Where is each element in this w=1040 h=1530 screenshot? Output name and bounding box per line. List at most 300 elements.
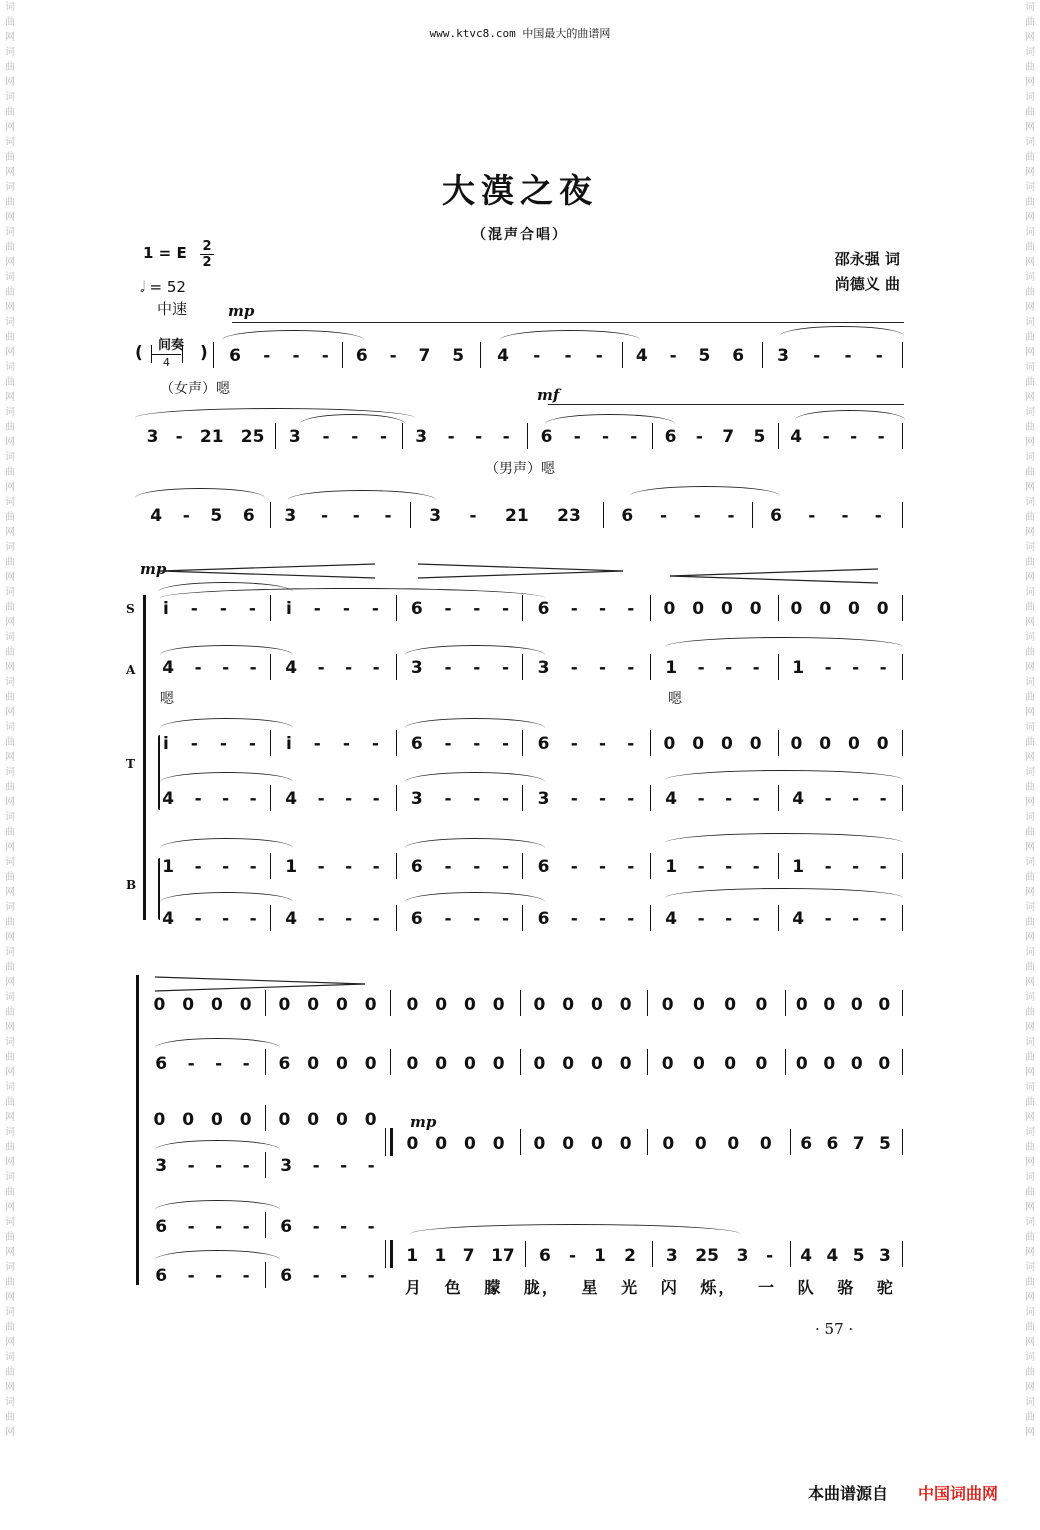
hum-label-1: 嗯 xyxy=(160,691,174,707)
measure xyxy=(145,1154,260,1178)
interlude-paren-open: ( xyxy=(135,343,143,363)
note: 6 xyxy=(539,1246,551,1266)
note: 0 xyxy=(759,1134,772,1154)
lyric-char: 驼 xyxy=(876,1278,895,1297)
measure xyxy=(527,855,645,879)
note: - xyxy=(813,346,821,366)
note: 3 xyxy=(665,1246,678,1266)
measure xyxy=(793,1244,898,1268)
note: 1 xyxy=(285,857,298,877)
note: - xyxy=(371,734,379,754)
measure xyxy=(788,993,898,1017)
measure xyxy=(527,597,645,621)
note: 6 xyxy=(540,427,553,447)
measure xyxy=(145,1264,260,1288)
note: - xyxy=(725,857,733,877)
note: 4 xyxy=(497,346,509,366)
measure xyxy=(140,504,265,528)
note: 3 xyxy=(410,658,423,678)
note: 0 xyxy=(153,995,166,1015)
note: - xyxy=(669,346,677,366)
note: - xyxy=(533,346,541,366)
note: - xyxy=(317,789,325,809)
measure xyxy=(275,907,390,931)
note: 0 xyxy=(492,1054,505,1074)
note: - xyxy=(322,427,330,447)
male-voice-label: （男声）嗯 xyxy=(485,461,555,477)
note: - xyxy=(444,909,452,929)
note: 21 xyxy=(199,427,224,447)
note: - xyxy=(242,1266,250,1286)
left-watermark: 词曲网词曲网词曲网词曲网词曲网词曲网词曲网词曲网词曲网词曲网词曲网词曲网词曲网词曲网词曲网词曲网词曲网词曲网词曲网词曲网词曲网词曲网词曲网词曲网词曲网词曲网词曲网词曲网词曲网词曲网词曲网词曲网 xyxy=(5,2,15,1438)
measure xyxy=(655,732,770,756)
note: - xyxy=(317,857,325,877)
note: - xyxy=(752,789,760,809)
footer-site-link[interactable]: 中国词曲网 xyxy=(918,1484,999,1503)
note: - xyxy=(570,658,578,678)
note: 0 xyxy=(335,1110,348,1130)
note: - xyxy=(841,506,849,526)
note: - xyxy=(752,658,760,678)
measure xyxy=(145,1215,260,1239)
note: 0 xyxy=(692,734,705,754)
note: 6 xyxy=(537,734,550,754)
note: - xyxy=(447,427,455,447)
footer-source-label: 本曲谱源自 xyxy=(808,1484,889,1503)
measure xyxy=(525,1132,640,1156)
measure xyxy=(275,787,390,811)
note: 3 xyxy=(410,789,423,809)
note: - xyxy=(627,599,635,619)
note: 0 xyxy=(749,599,762,619)
measure xyxy=(275,597,390,621)
note: - xyxy=(824,857,832,877)
measure xyxy=(530,425,648,449)
note: - xyxy=(345,909,353,929)
measure xyxy=(272,504,404,528)
note: 0 xyxy=(533,1054,546,1074)
measure xyxy=(527,732,645,756)
measure xyxy=(152,656,267,680)
right-watermark: 词曲网词曲网词曲网词曲网词曲网词曲网词曲网词曲网词曲网词曲网词曲网词曲网词曲网词曲网词曲网词曲网词曲网词曲网词曲网词曲网词曲网词曲网词曲网词曲网词曲网词曲网词曲网词曲网词曲网词曲网词曲网词曲网 xyxy=(1025,2,1035,1438)
note: 0 xyxy=(210,1110,223,1130)
note: 0 xyxy=(790,599,803,619)
note: - xyxy=(875,346,883,366)
note: - xyxy=(249,857,257,877)
note: 6 xyxy=(732,346,745,366)
note: - xyxy=(194,789,202,809)
song-title: 大漠之夜 xyxy=(442,171,598,210)
note: - xyxy=(879,909,887,929)
note: - xyxy=(727,506,735,526)
note: - xyxy=(752,909,760,929)
note: 1 xyxy=(434,1246,447,1266)
note: 1 xyxy=(665,658,678,678)
note: 0 xyxy=(492,995,505,1015)
note: - xyxy=(342,734,350,754)
note: 4 xyxy=(285,909,298,929)
lyric-char: 骆 xyxy=(837,1278,856,1297)
note: 6 xyxy=(355,346,368,366)
note: 0 xyxy=(724,1054,737,1074)
note: 3 xyxy=(878,1246,891,1266)
note: 0 xyxy=(819,599,832,619)
note: - xyxy=(313,599,321,619)
measure xyxy=(400,597,520,621)
tempo-mark: 𝅗𝅥 = 52 xyxy=(140,278,186,296)
note: 6 xyxy=(410,599,423,619)
note: - xyxy=(598,599,607,619)
note: - xyxy=(879,857,887,877)
female-voice-label: （女声）嗯 xyxy=(160,381,230,397)
measure xyxy=(485,344,615,368)
note: - xyxy=(852,909,860,929)
note: 6 xyxy=(410,857,423,877)
note: - xyxy=(475,427,483,447)
measure xyxy=(782,855,897,879)
note: - xyxy=(598,734,607,754)
note: 0 xyxy=(724,995,737,1015)
measure xyxy=(398,993,513,1017)
note: 7 xyxy=(418,346,431,366)
note: 0 xyxy=(823,1054,836,1074)
note: 3 xyxy=(288,427,301,447)
note: - xyxy=(697,658,705,678)
note: - xyxy=(219,734,227,754)
note: - xyxy=(598,789,607,809)
note: 0 xyxy=(562,995,575,1015)
note: - xyxy=(342,599,350,619)
lyricist: 邵永强 词 xyxy=(834,250,900,268)
page-number: · 57 · xyxy=(815,1320,854,1338)
note: - xyxy=(372,789,380,809)
note: - xyxy=(340,1266,348,1286)
note: - xyxy=(473,789,481,809)
measure xyxy=(145,1108,260,1132)
note: 4 xyxy=(285,658,298,678)
note: 0 xyxy=(435,1054,448,1074)
note: - xyxy=(808,506,816,526)
note: - xyxy=(697,909,705,929)
measure xyxy=(270,1215,385,1239)
note: - xyxy=(725,909,733,929)
note: - xyxy=(389,346,397,366)
lyrics-line xyxy=(405,1275,895,1298)
note: - xyxy=(312,1266,320,1286)
note: - xyxy=(598,857,607,877)
note: 6 xyxy=(410,734,423,754)
note: 5 xyxy=(698,346,711,366)
lyric-char: 光 xyxy=(621,1278,640,1297)
lyric-char: 烁， xyxy=(700,1278,737,1297)
note: 5 xyxy=(753,427,766,447)
note: - xyxy=(850,427,858,447)
note: 5 xyxy=(852,1246,865,1266)
note: - xyxy=(367,1217,375,1237)
note: - xyxy=(367,1156,375,1176)
note: 3 xyxy=(537,789,550,809)
note: - xyxy=(249,909,257,929)
note: - xyxy=(372,857,380,877)
part-label-b: B xyxy=(126,878,137,892)
note: i xyxy=(285,599,292,619)
note: 0 xyxy=(619,1054,632,1074)
note: - xyxy=(473,599,481,619)
part-label-a: A xyxy=(126,663,136,677)
lyric-char: 队 xyxy=(797,1278,816,1297)
note: 6 xyxy=(410,909,423,929)
measure xyxy=(655,597,770,621)
time-top: 2 xyxy=(202,239,212,254)
note: 0 xyxy=(847,734,860,754)
note: 0 xyxy=(590,995,603,1015)
note: - xyxy=(570,789,578,809)
measure xyxy=(415,504,595,528)
note: 4 xyxy=(665,789,678,809)
crescendo-hairpin-2 xyxy=(670,567,882,585)
interlude-bars: 4 xyxy=(163,356,170,369)
measure xyxy=(400,855,520,879)
note: 6 xyxy=(800,1134,813,1154)
note: 0 xyxy=(720,599,733,619)
measure xyxy=(525,993,640,1017)
note: 3 xyxy=(284,506,297,526)
note: 6 xyxy=(242,506,255,526)
note: 6 xyxy=(537,909,550,929)
measure xyxy=(398,1132,513,1156)
note: 3 xyxy=(415,427,428,447)
note: - xyxy=(194,857,202,877)
measure xyxy=(270,1264,385,1288)
note: - xyxy=(190,734,198,754)
note: - xyxy=(502,734,510,754)
note: 25 xyxy=(240,427,265,447)
note: - xyxy=(824,658,832,678)
note: i xyxy=(285,734,292,754)
note: - xyxy=(879,789,887,809)
note: - xyxy=(222,658,230,678)
note: 23 xyxy=(557,506,581,526)
note: - xyxy=(292,346,300,366)
note: 3 xyxy=(146,427,159,447)
note: 0 xyxy=(533,1134,546,1154)
note: 0 xyxy=(692,995,705,1015)
time-bottom: 2 xyxy=(202,255,212,270)
note: - xyxy=(371,599,379,619)
note: 0 xyxy=(823,995,836,1015)
note: 0 xyxy=(278,1110,291,1130)
note: 0 xyxy=(850,1054,863,1074)
measure xyxy=(793,1132,898,1156)
diminuendo-hairpin xyxy=(418,562,628,580)
note: - xyxy=(249,789,257,809)
note: - xyxy=(190,599,198,619)
measure xyxy=(788,1052,898,1076)
note: - xyxy=(215,1156,223,1176)
note: - xyxy=(248,599,256,619)
note: 0 xyxy=(210,995,223,1015)
note: - xyxy=(595,346,603,366)
measure xyxy=(398,1052,513,1076)
note: 3 xyxy=(155,1156,168,1176)
note: 0 xyxy=(239,995,252,1015)
note: 6 xyxy=(664,427,677,447)
note: 0 xyxy=(463,1134,476,1154)
note: 0 xyxy=(619,1134,632,1154)
note: - xyxy=(852,658,860,678)
measure xyxy=(780,425,895,449)
note: 1 xyxy=(162,857,175,877)
measure xyxy=(652,1132,782,1156)
measure xyxy=(527,907,645,931)
lyric-char: 一 xyxy=(758,1278,777,1297)
note: 0 xyxy=(533,995,546,1015)
note: - xyxy=(263,346,271,366)
measure xyxy=(400,907,520,931)
measure xyxy=(652,1052,777,1076)
tempo-text: 中速 xyxy=(157,300,188,318)
crescendo-hairpin xyxy=(160,562,380,580)
lyric-char: 月 xyxy=(405,1278,424,1297)
note: 0 xyxy=(364,995,377,1015)
note: - xyxy=(502,789,510,809)
note: 3 xyxy=(429,506,442,526)
hum-label-2: 嗯 xyxy=(668,691,682,707)
measure xyxy=(782,907,897,931)
note: 5 xyxy=(452,346,465,366)
lyric-char: 朦 xyxy=(484,1278,503,1297)
measure xyxy=(405,425,520,449)
note: - xyxy=(598,909,607,929)
measure xyxy=(270,1154,385,1178)
measure xyxy=(657,1244,782,1268)
note: - xyxy=(312,1217,320,1237)
measure xyxy=(275,732,390,756)
note: - xyxy=(312,1156,320,1176)
note: 0 xyxy=(435,1134,448,1154)
note: 0 xyxy=(307,995,320,1015)
note: - xyxy=(473,734,481,754)
measure xyxy=(400,656,520,680)
measure xyxy=(655,425,775,449)
note: - xyxy=(320,506,328,526)
note: - xyxy=(601,427,610,447)
note: 0 xyxy=(153,1110,166,1130)
note: 4 xyxy=(792,909,805,929)
note: - xyxy=(852,857,860,877)
note: - xyxy=(444,789,452,809)
note: 1 xyxy=(406,1246,419,1266)
note: 0 xyxy=(795,995,808,1015)
note: - xyxy=(568,1246,577,1266)
note: - xyxy=(249,658,257,678)
note: - xyxy=(444,734,452,754)
note: 0 xyxy=(463,1054,476,1074)
note: - xyxy=(570,857,578,877)
note: - xyxy=(502,599,510,619)
note: - xyxy=(473,909,481,929)
measure xyxy=(655,656,770,680)
note: 0 xyxy=(364,1054,377,1074)
note: - xyxy=(725,658,733,678)
note: - xyxy=(502,658,510,678)
note: - xyxy=(321,346,329,366)
note: 7 xyxy=(852,1134,865,1154)
composer: 尚德义 曲 xyxy=(834,275,900,293)
note: - xyxy=(473,658,481,678)
note: 0 xyxy=(876,599,889,619)
note: 0 xyxy=(335,995,348,1015)
note: 3 xyxy=(280,1156,293,1176)
note: - xyxy=(824,909,832,929)
note: 6 xyxy=(155,1266,168,1286)
measure xyxy=(270,1052,385,1076)
note: 0 xyxy=(463,995,476,1015)
note: - xyxy=(844,346,852,366)
measure xyxy=(152,907,267,931)
note: - xyxy=(725,789,733,809)
note: 0 xyxy=(662,1134,675,1154)
measure xyxy=(218,344,340,368)
note: - xyxy=(627,909,635,929)
measure xyxy=(625,344,755,368)
note: - xyxy=(194,658,202,678)
note: - xyxy=(215,1266,223,1286)
note: 0 xyxy=(692,1054,705,1074)
measure xyxy=(275,656,390,680)
note: - xyxy=(340,1217,348,1237)
note: - xyxy=(380,427,388,447)
note: 4 xyxy=(792,789,805,809)
note: - xyxy=(824,789,832,809)
note: - xyxy=(752,857,760,877)
note: 4 xyxy=(665,909,678,929)
lyric-char: 闪 xyxy=(660,1278,679,1297)
note: - xyxy=(242,1217,250,1237)
note: - xyxy=(444,599,452,619)
note: - xyxy=(242,1054,250,1074)
measure xyxy=(145,993,260,1017)
measure xyxy=(608,504,748,528)
note: 0 xyxy=(727,1134,740,1154)
note: - xyxy=(570,909,578,929)
note: - xyxy=(187,1266,195,1286)
note: - xyxy=(822,427,830,447)
note: - xyxy=(215,1217,223,1237)
note: - xyxy=(187,1156,195,1176)
song-subtitle: （混声合唱） xyxy=(472,227,568,243)
measure xyxy=(525,1052,640,1076)
note: 0 xyxy=(590,1054,603,1074)
note: - xyxy=(367,1266,375,1286)
note: 1 xyxy=(792,658,805,678)
note: - xyxy=(469,506,477,526)
note: 0 xyxy=(876,734,889,754)
note: 0 xyxy=(239,1110,252,1130)
note: 4 xyxy=(285,789,298,809)
note: 0 xyxy=(562,1134,575,1154)
note: 6 xyxy=(278,1054,291,1074)
note: - xyxy=(317,658,325,678)
measure xyxy=(782,787,897,811)
note: 6 xyxy=(229,346,241,366)
measure xyxy=(152,732,267,756)
note: - xyxy=(473,857,481,877)
note: 7 xyxy=(462,1246,475,1266)
note: - xyxy=(630,427,638,447)
note: - xyxy=(351,427,359,447)
note: i xyxy=(162,599,169,619)
